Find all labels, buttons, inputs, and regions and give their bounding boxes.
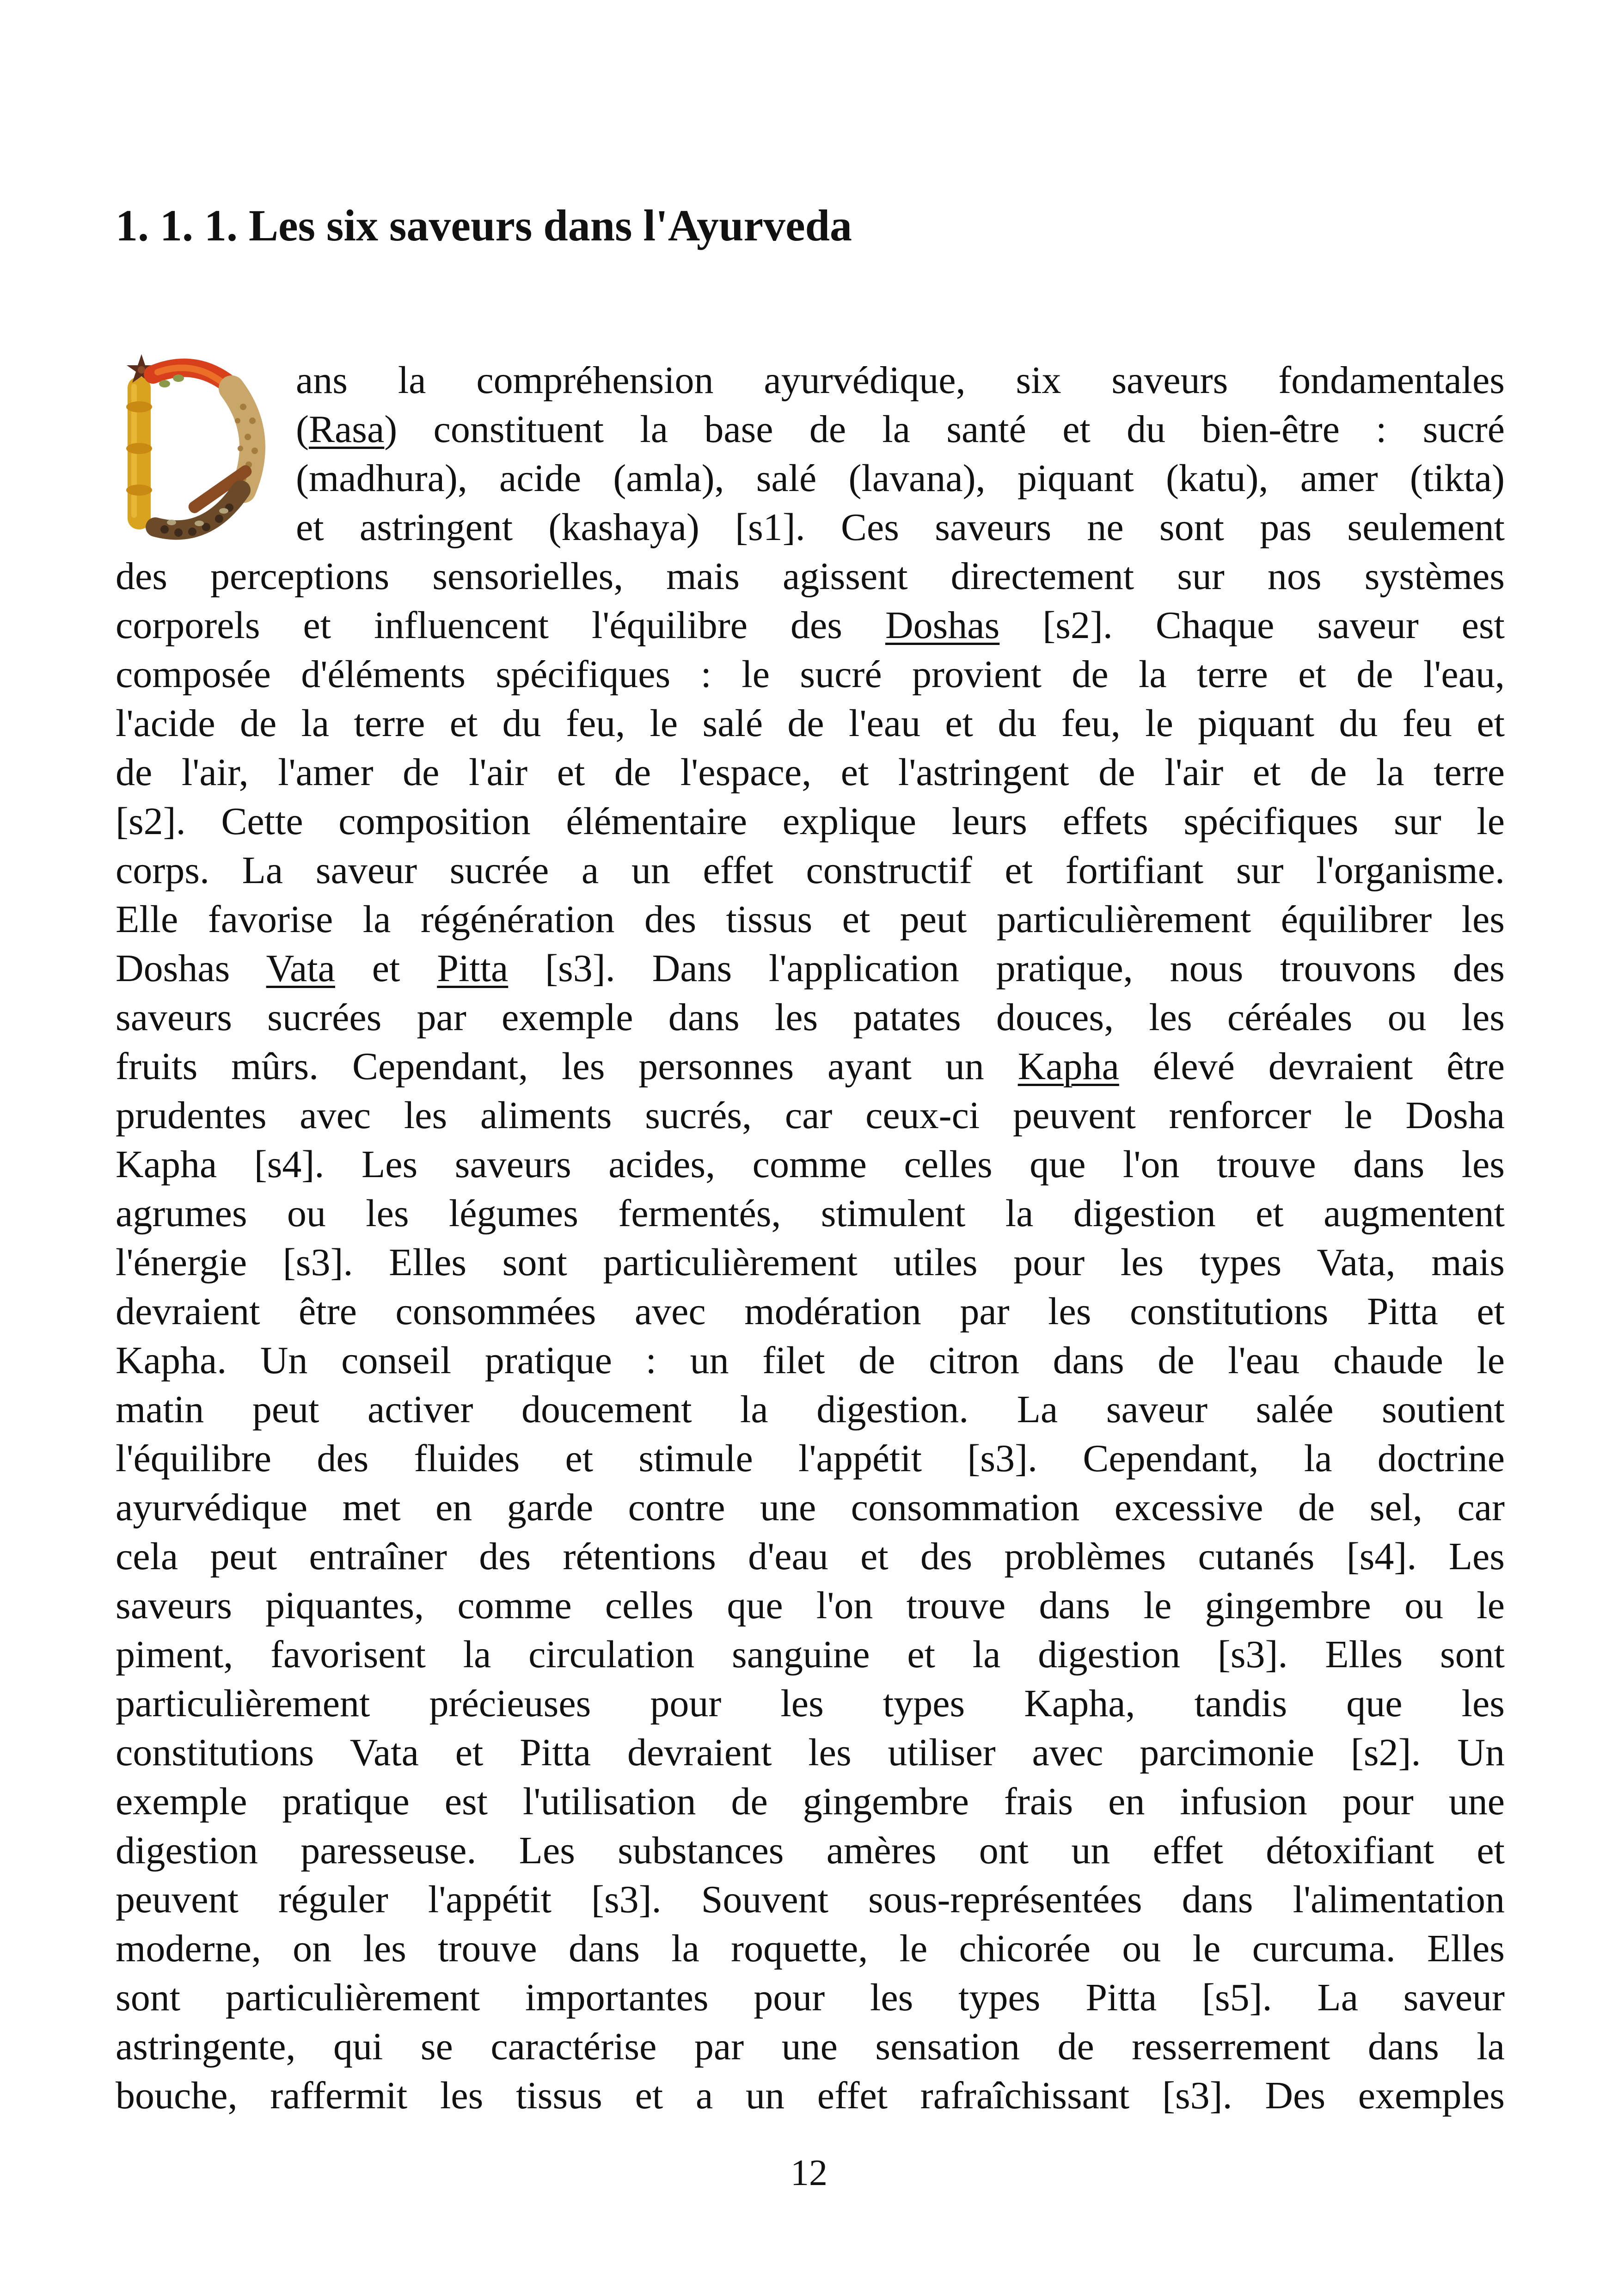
text-line — [116, 1042, 1505, 1091]
text-line — [296, 503, 1505, 552]
text-run: bouche, raffermit les tissus et a un effet rafraîchissant [s3]. Des exemples — [116, 2074, 1505, 2117]
text-run: agrumes ou les légumes fermentés, stimulent la digestion et augmentent — [116, 1192, 1505, 1235]
text-run: particulièrement précieuses pour les types Kapha, tandis que les — [116, 1682, 1505, 1725]
text-line — [116, 1728, 1505, 1777]
text-run: des perceptions sensorielles, mais agissent directement sur nos systèmes — [116, 555, 1505, 598]
text-run: [s2]. Chaque saveur est — [999, 604, 1505, 647]
text-run: cela peut entraîner des rétentions d'eau et des problèmes cutanés [s4]. Les — [116, 1535, 1505, 1578]
text-line — [296, 454, 1505, 503]
text-run: Doshas — [116, 947, 266, 990]
text-line — [116, 1973, 1505, 2022]
section-heading: 1. 1. 1. Les six saveurs dans l'Ayurveda — [116, 201, 852, 250]
text-line — [116, 1385, 1505, 1434]
text-run: Kapha [s4]. Les saveurs acides, comme celles que l'on trouve dans les — [116, 1143, 1505, 1186]
text-line — [116, 650, 1505, 699]
text-line — [116, 1532, 1505, 1581]
text-run: sont particulièrement importantes pour les types Pitta [s5]. La saveur — [116, 1976, 1505, 2019]
text-run: Elle favorise la régénération des tissus et peut particulièrement équilibrer les — [116, 898, 1505, 941]
text-line — [116, 1630, 1505, 1679]
text-run: ans la compréhension ayurvédique, six saveurs fondamentales — [296, 359, 1505, 402]
text-run: ayurvédique met en garde contre une consommation excessive de sel, car — [116, 1486, 1505, 1529]
glossary-term[interactable]: Kapha — [1017, 1045, 1119, 1088]
text-run: piment, favorisent la circulation sanguine et la digestion [s3]. Elles sont — [116, 1633, 1505, 1676]
text-run: (madhura), acide (amla), salé (lavana), piquant (katu), amer (tikta) — [296, 457, 1505, 500]
text-line — [116, 1287, 1505, 1336]
turmeric-stem — [126, 377, 152, 529]
text-run: matin peut activer doucement la digestion. La saveur salée soutient — [116, 1388, 1505, 1431]
text-line — [116, 1434, 1505, 1483]
text-line — [116, 2071, 1505, 2120]
text-line — [116, 1777, 1505, 1826]
text-run: [s3]. Dans l'application pratique, nous trouvons des — [508, 947, 1505, 990]
text-line — [116, 1679, 1505, 1728]
text-run: élevé devraient être — [1119, 1045, 1505, 1088]
text-line — [116, 1826, 1505, 1875]
text-run: prudentes avec les aliments sucrés, car ceux-ci peuvent renforcer le Dosha — [116, 1094, 1505, 1137]
text-run: [s2]. Cette composition élémentaire explique leurs effets spécifiques sur le — [116, 800, 1505, 843]
text-run: ( — [296, 408, 309, 451]
text-line — [116, 1875, 1505, 1924]
text-line — [116, 1924, 1505, 1973]
text-line — [116, 1483, 1505, 1532]
text-line — [116, 699, 1505, 748]
text-line — [116, 944, 1505, 993]
text-run: digestion paresseuse. Les substances amères ont un effet détoxifiant et — [116, 1829, 1505, 1872]
glossary-term[interactable]: Pitta — [437, 947, 509, 990]
text-line — [116, 1091, 1505, 1140]
text-run: l'acide de la terre et du feu, le salé de l'eau et du feu, le piquant du feu et — [116, 702, 1505, 745]
text-line — [296, 405, 1505, 454]
text-run: l'équilibre des fluides et stimule l'appétit [s3]. Cependant, la doctrine — [116, 1437, 1505, 1480]
text-run: de l'air, l'amer de l'air et de l'espace, et l'astringent de l'air et de la terre — [116, 751, 1505, 794]
text-run: astringente, qui se caractérise par une sensation de resserrement dans la — [116, 2025, 1505, 2068]
text-line — [116, 2022, 1505, 2071]
text-run: moderne, on les trouve dans la roquette, le chicorée ou le curcuma. Elles — [116, 1927, 1505, 1970]
text-line — [116, 797, 1505, 846]
text-run: saveurs sucrées par exemple dans les patates douces, les céréales ou les — [116, 996, 1505, 1039]
text-run: corporels et influencent l'équilibre des — [116, 604, 885, 647]
page-number: 12 — [791, 2153, 827, 2193]
text-run: composée d'éléments spécifiques : le sucré provient de la terre et de l'eau, — [116, 653, 1505, 696]
text-run: fruits mûrs. Cependant, les personnes ayant un — [116, 1045, 1018, 1088]
text-line — [116, 601, 1505, 650]
text-line — [116, 846, 1505, 895]
text-line — [116, 552, 1505, 601]
text-line — [116, 1189, 1505, 1238]
glossary-term[interactable]: Vata — [266, 947, 335, 990]
text-run: corps. La saveur sucrée a un effet constructif et fortifiant sur l'organisme. — [116, 849, 1505, 892]
text-run: Kapha. Un conseil pratique : un filet de citron dans de l'eau chaude le — [116, 1339, 1505, 1382]
text-run: exemple pratique est l'utilisation de gingembre frais en infusion pour une — [116, 1780, 1505, 1823]
text-line — [116, 895, 1505, 944]
text-line — [116, 748, 1505, 797]
text-run: l'énergie [s3]. Elles sont particulièrement utiles pour les types Vata, mais — [116, 1241, 1505, 1284]
text-run: et astringent (kashaya) [s1]. Ces saveurs ne sont pas seulement — [296, 506, 1505, 549]
glossary-term[interactable]: Rasa — [308, 408, 385, 451]
text-line — [116, 1238, 1505, 1287]
text-run: et — [335, 947, 437, 990]
text-run: peuvent réguler l'appétit [s3]. Souvent sous-représentées dans l'alimentation — [116, 1878, 1505, 1921]
text-run: constitutions Vata et Pitta devraient les utiliser avec parcimonie [s2]. Un — [116, 1731, 1505, 1774]
text-run: devraient être consommées avec modération par les constitutions Pitta et — [116, 1290, 1505, 1333]
spice-dropcap-d-image — [114, 351, 280, 546]
text-line — [296, 356, 1505, 405]
glossary-term[interactable]: Doshas — [885, 604, 1000, 647]
text-run: saveurs piquantes, comme celles que l'on trouve dans le gingembre ou le — [116, 1584, 1505, 1627]
text-line — [116, 1581, 1505, 1630]
text-run: ) constituent la base de la santé et du bien-être : sucré — [384, 408, 1505, 451]
text-line — [116, 1336, 1505, 1385]
text-line — [116, 1140, 1505, 1189]
text-line — [116, 993, 1505, 1042]
